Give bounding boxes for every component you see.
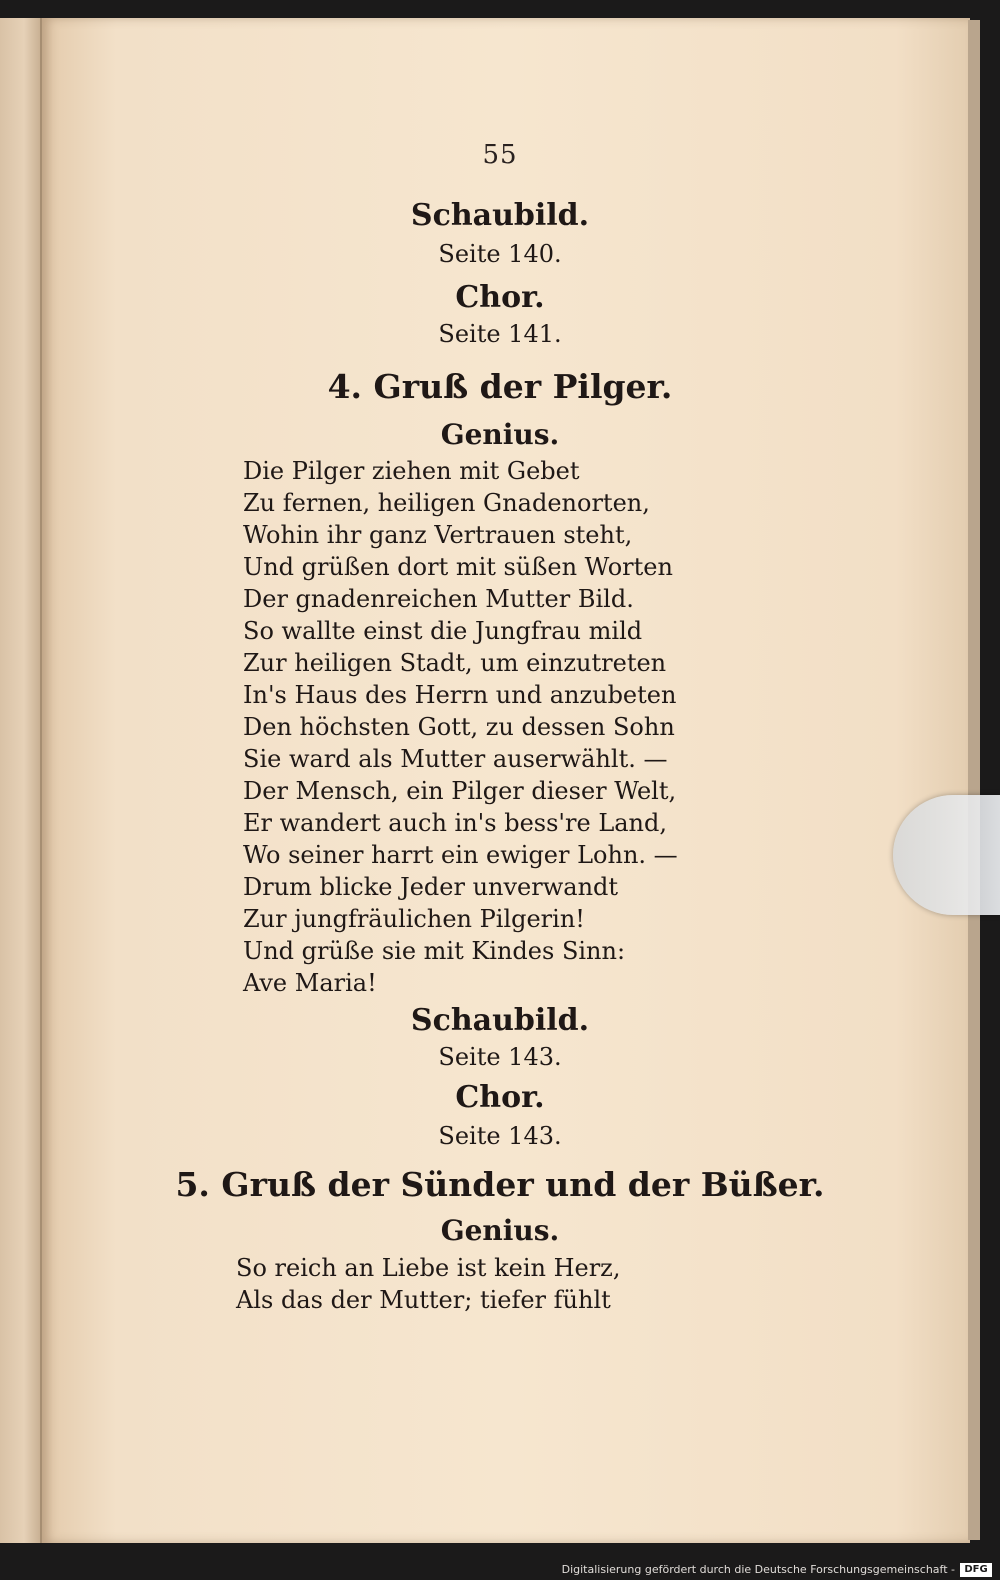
- verse-line: Und grüßen dort mit süßen Worten: [243, 553, 673, 581]
- verse-line: Den höchsten Gott, zu dessen Sohn: [243, 713, 675, 741]
- verse-line: Als das der Mutter; tiefer fühlt: [236, 1286, 611, 1314]
- verse-line: So wallte einst die Jungfrau mild: [243, 617, 643, 645]
- verse-line: Der Mensch, ein Pilger dieser Welt,: [243, 777, 677, 805]
- verse-block-2: [236, 1252, 676, 1316]
- verse-line: In's Haus des Herrn und anzubeten: [243, 681, 677, 709]
- verse-line: Ave Maria!: [243, 969, 377, 997]
- verse-line: Drum blicke Jeder unverwandt: [243, 873, 619, 901]
- genius-label-1: Genius.: [440, 418, 560, 451]
- verse-line: Und grüße sie mit Kindes Sinn:: [243, 937, 626, 965]
- verse-line: Er wandert auch in's bess're Land,: [243, 809, 668, 837]
- chor-heading-2: Chor.: [455, 1080, 545, 1115]
- verse-line: Sie ward als Mutter auserwählt. —: [243, 745, 668, 773]
- verse-line: Zu fernen, heiligen Gnadenorten,: [243, 489, 650, 517]
- verse-line: Die Pilger ziehen mit Gebet: [243, 457, 580, 485]
- seite-reference-2: Seite 141.: [438, 320, 562, 348]
- verse-line: So reich an Liebe ist kein Herz,: [236, 1254, 621, 1282]
- page-number: 55: [482, 140, 518, 170]
- seite-reference-1: Seite 140.: [438, 240, 562, 268]
- chor-heading-1: Chor.: [455, 280, 545, 315]
- verse-line: Zur jungfräulichen Pilgerin!: [243, 905, 585, 933]
- verse-line: Zur heiligen Stadt, um einzutreten: [243, 649, 667, 677]
- digitization-credit: Digitalisierung gefördert durch die Deutsche Forschungsgemeinschaft -: [561, 1563, 955, 1576]
- verse-line: Der gnadenreichen Mutter Bild.: [243, 585, 634, 613]
- dfg-logo: DFG: [960, 1563, 992, 1577]
- verse-line: Wo seiner harrt ein ewiger Lohn. —: [243, 841, 678, 869]
- verse-block-1: [243, 455, 683, 999]
- schaubild-heading-2: Schaubild.: [410, 1003, 590, 1038]
- schaubild-heading-1: Schaubild.: [410, 198, 590, 233]
- section-heading-4: 4. Gruß der Pilger.: [327, 367, 673, 406]
- section-heading-5: 5. Gruß der Sünder und der Büßer.: [175, 1165, 825, 1204]
- verse-line: Wohin ihr ganz Vertrauen steht,: [243, 521, 633, 549]
- seite-reference-4: Seite 143.: [438, 1122, 562, 1150]
- genius-label-2: Genius.: [440, 1214, 560, 1247]
- seite-reference-3: Seite 143.: [438, 1043, 562, 1071]
